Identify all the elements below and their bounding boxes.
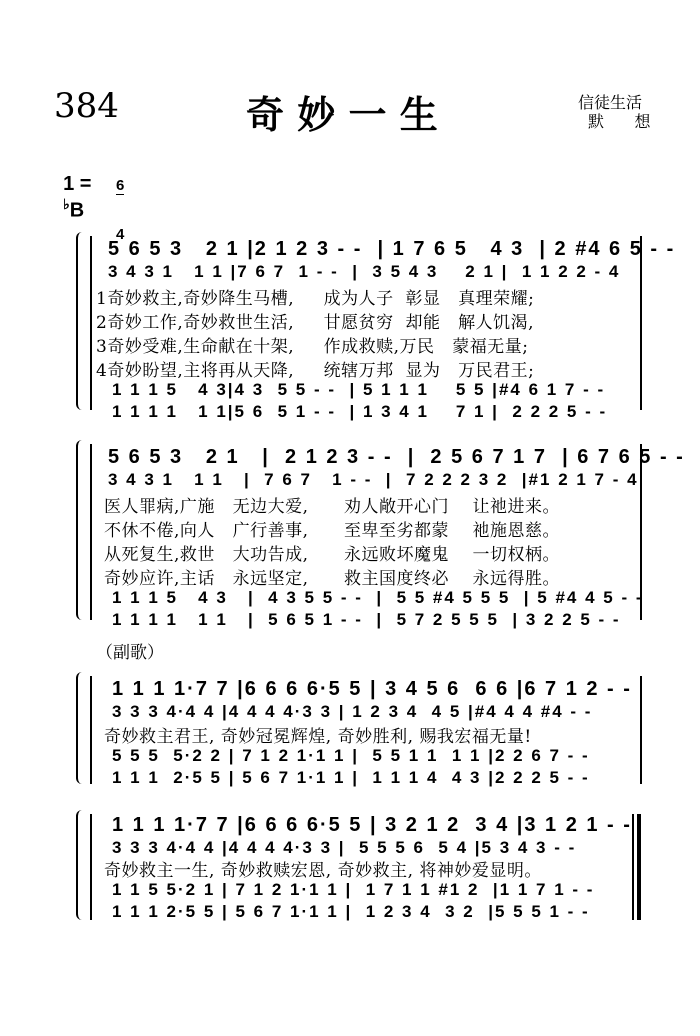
system-4-melody: 1 1 1 1·7 7 |6 6 6 6·5 5 | 3 2 1 2 3 4 |3 1 2 1 - -	[112, 814, 632, 836]
system-2-left-bar	[90, 444, 92, 620]
system-2-alto: 3 4 3 1 1 1 | 7 6 7 1 - - | 7 2 2 2 3 2 |#1 2 1 7 - 4	[108, 470, 639, 489]
system-2-brace	[76, 440, 86, 620]
system-1-alto: 3 4 3 1 1 1 |7 6 7 1 - - | 3 5 4 3 2 1 | 1 1 2 2 - 4	[108, 262, 621, 281]
key-note: B	[69, 199, 85, 222]
hymn-author: 默 想	[588, 112, 651, 131]
system-4-bass: 1 1 1 2·5 5 | 5 6 7 1·1 1 | 1 2 3 4 3 2 |5 5 5 1 - -	[112, 902, 590, 921]
system-3-brace	[76, 672, 86, 784]
time-bottom: 4	[116, 226, 125, 243]
system-1-tenor: 1 1 1 5 4 3|4 3 5 5 - - | 5 1 1 1 5 5 |#4 6 1 7 - -	[112, 380, 606, 399]
system-2-verse-1: 医人罪病,广施 无边大爱, 劝人敞开心门 让祂进来。	[104, 497, 561, 517]
hymn-title: 奇 妙 一 生	[246, 92, 438, 137]
system-4-tenor: 1 1 5 5·2 1 | 7 1 2 1·1 1 | 1 7 1 1 #1 2 |1 1 7 1 - -	[112, 880, 595, 899]
system-3-left-bar	[90, 676, 92, 784]
system-1-bass: 1 1 1 1 1 1|5 6 5 1 - - | 1 3 4 1 7 1 | 2 2 2 5 - -	[112, 402, 608, 421]
system-2-tenor: 1 1 1 5 4 3 | 4 3 5 5 - - | 5 5 #4 5 5 5 | 5 #4 4 5 - -	[112, 588, 644, 607]
system-1-left-bar	[90, 236, 92, 410]
hymn-source: 信徒生活	[578, 93, 643, 112]
key-flat: ♭	[63, 196, 70, 212]
system-2-verse-2: 不休不倦,向人 广行善事, 至卑至劣都蒙 祂施恩慈。	[104, 521, 561, 541]
system-4-verse-1: 奇妙救主一生, 奇妙救赎宏恩, 奇妙救主, 将神妙爱显明。	[104, 861, 542, 881]
system-2-verse-3: 从死复生,救世 大功告成, 永远败坏魔鬼 一切权柄。	[104, 545, 561, 565]
chorus-label: （副歌）	[96, 643, 164, 663]
system-4-left-bar	[90, 814, 92, 920]
system-2-bass: 1 1 1 1 1 1 | 5 6 5 1 - - | 5 7 2 5 5 5 | 3 2 2 5 - -	[112, 610, 621, 629]
system-4-alto: 3 3 3 4·4 4 |4 4 4 4·3 3 | 5 5 5 6 5 4 |5 3 4 3 - -	[112, 838, 577, 857]
system-1-right-bar	[640, 236, 642, 410]
system-3-alto: 3 3 3 4·4 4 |4 4 4 4·3 3 | 1 2 3 4 4 5 |#4 4 4 #4 - -	[112, 702, 593, 721]
key-signature	[52, 150, 91, 223]
system-3-bass: 1 1 1 2·5 5 | 5 6 7 1·1 1 | 1 1 1 4 4 3 |2 2 2 5 - -	[112, 768, 590, 787]
system-3-tenor: 5 5 5 5·2 2 | 7 1 2 1·1 1 | 5 5 1 1 1 1 |2 2 6 7 - -	[112, 746, 590, 765]
system-1-brace	[76, 232, 86, 410]
system-1-verse-3: 3奇妙受难,生命献在十架, 作成救赎,万民 蒙福无量;	[96, 337, 529, 357]
system-3-right-bar	[640, 676, 642, 784]
system-1-verse-2: 2奇妙工作,奇妙救世生活, 甘愿贫穷 却能 解人饥渴,	[96, 313, 535, 333]
system-4-final-thick-bar	[637, 814, 641, 920]
hymn-number: 384	[54, 86, 119, 126]
system-1-verse-4: 4奇妙盼望,主将再从天降, 统辖万邦 显为 万民君王;	[96, 361, 535, 381]
system-1-verse-1: 1奇妙救主,奇妙降生马槽, 成为人子 彰显 真理荣耀;	[96, 289, 535, 309]
system-3-verse-1: 奇妙救主君王, 奇妙冠冕辉煌, 奇妙胜利, 赐我宏福无量!	[104, 727, 532, 747]
system-1-melody: 5 6 5 3 2 1 |2 1 2 3 - - | 1 7 6 5 4 3 | 2 #4 6 5 - -	[108, 238, 676, 260]
system-4-brace	[76, 810, 86, 920]
system-2-verse-4: 奇妙应许,主话 永远坚定, 救主国度终必 永远得胜。	[104, 569, 561, 589]
time-top: 6	[116, 177, 125, 194]
system-4-final-thin-bar	[632, 814, 634, 920]
system-3-melody: 1 1 1 1·7 7 |6 6 6 6·5 5 | 3 4 5 6 6 6 |6 7 1 2 - -	[112, 678, 632, 700]
system-2-melody: 5 6 5 3 2 1 | 2 1 2 3 - - | 2 5 6 7 1 7 | 6 7 6 5 - -	[108, 446, 685, 468]
key-prefix: 1 =	[63, 173, 92, 195]
